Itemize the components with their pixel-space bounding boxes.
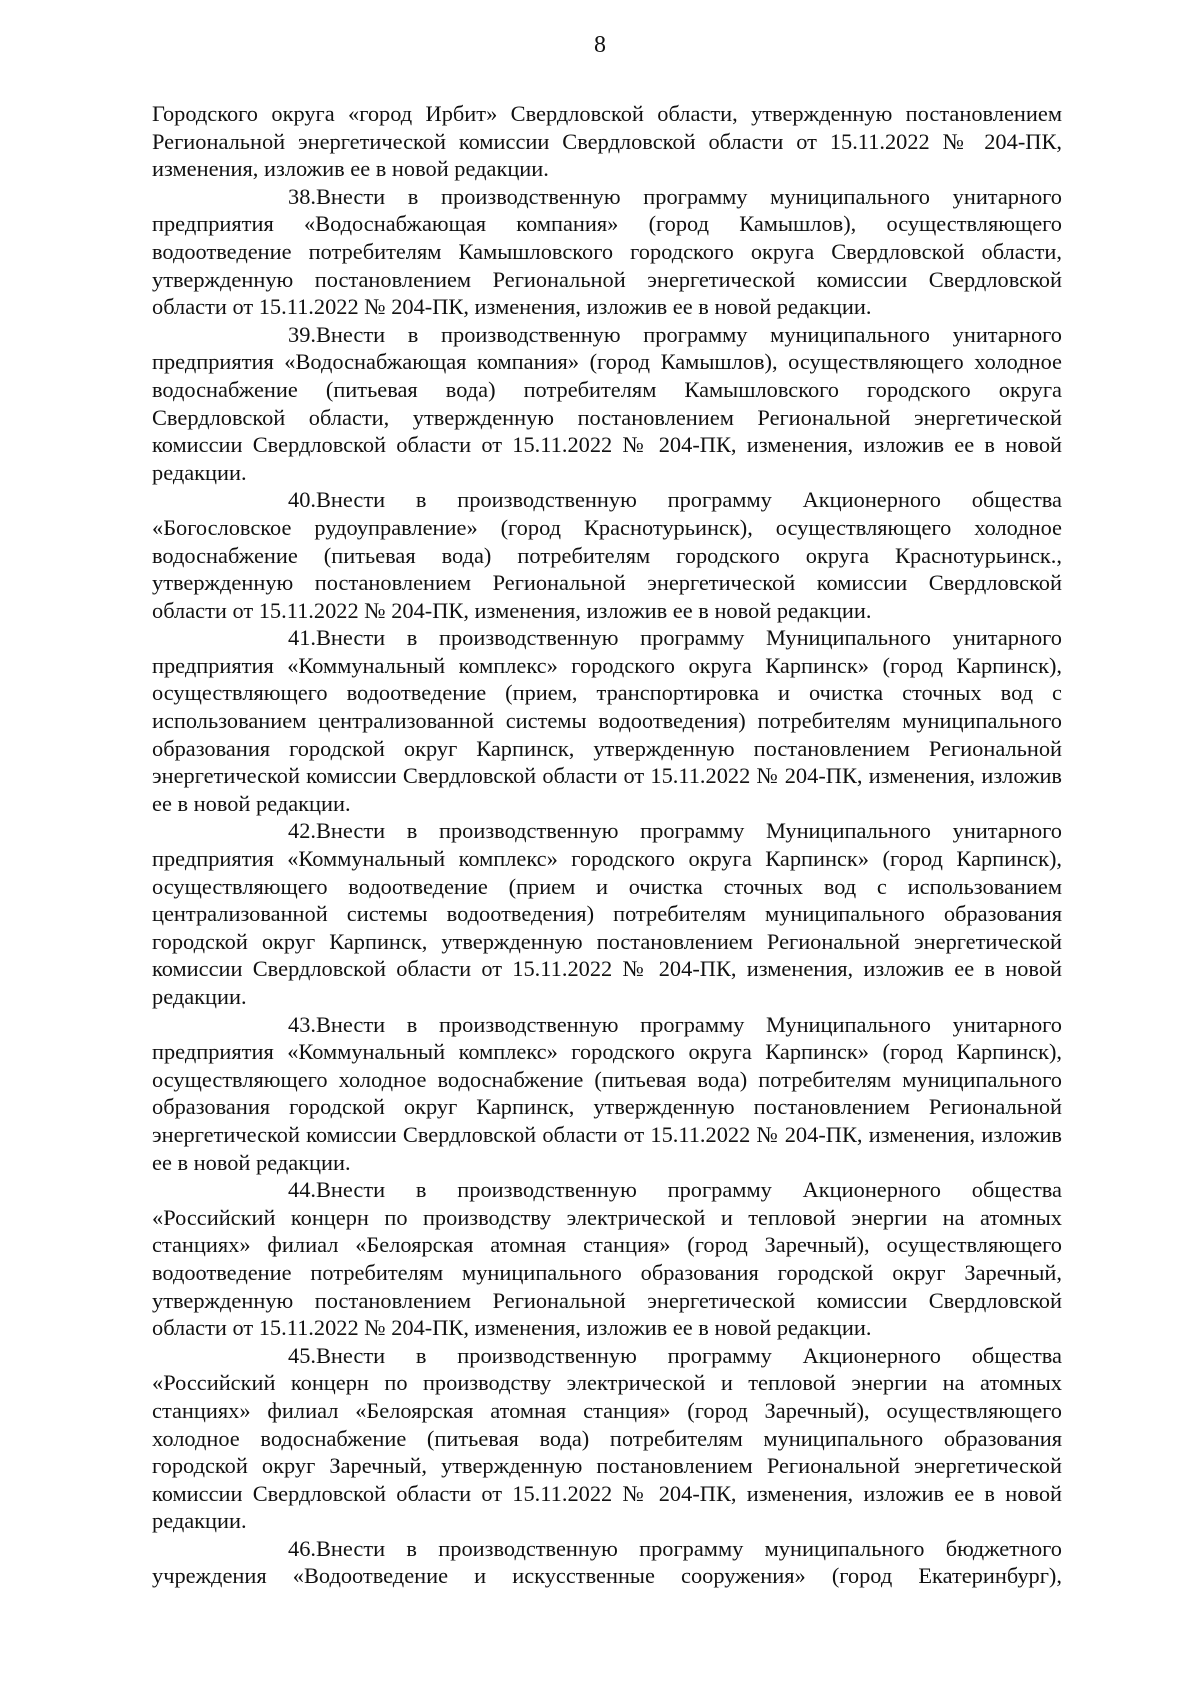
paragraph-text: Внести в производственную программу муниципального унитарного предприятия «Водоснабжающая компания» (город Камышлов), осуществляющего холодное водоснабжение (питьевая вода) потребителям Камышловского городского округа Свердловской области, утвержденную постановлением Региональной энергетической комиссии Свердловской области от 15.11.2022 № 204-ПК, изменения, изложив ее в новой редакции. <box>152 321 1062 485</box>
paragraph-number: 42. <box>288 818 316 844</box>
paragraph-number: 39. <box>288 321 316 347</box>
paragraph-45 <box>152 1342 1062 1535</box>
paragraph-number: 46. <box>288 1535 316 1561</box>
paragraph-38 <box>152 183 1062 321</box>
paragraph-number: 40. <box>288 487 316 513</box>
paragraph-text: Внести в производственную программу Муниципального унитарного предприятия «Коммунальный комплекс» городского округа Карпинск» (город Карпинск), осуществляющего водоотведение (прием и очистка сточных вод с использованием централизованной системы водоотведения) потребителям муниципального образования городской округ Карпинск, утвержденную постановлением Региональной энергетической комиссии Свердловской области от 15.11.2022 № 204-ПК, изменения, изложив ее в новой редакции. <box>152 818 1062 1009</box>
paragraph-text: Внести в производственную программу Акционерного общества «Российский концерн по производству электрической и тепловой энергии на атомных станциях» филиал «Белоярская атомная станция» (город Заречный), осуществляющего водоотведение потребителям муниципального образования городской округ Заречный, утвержденную постановлением Региональной энергетической комиссии Свердловской области от 15.11.2022 № 204-ПК, изменения, изложив ее в новой редакции. <box>152 1177 1062 1341</box>
page-number: 8 <box>594 32 606 58</box>
paragraph-text: Внести в производственную программу Муниципального унитарного предприятия «Коммунальный комплекс» городского округа Карпинск» (город Карпинск), осуществляющего холодное водоснабжение (питьевая вода) потребителям муниципального образования городской округ Карпинск, утвержденную постановлением Региональной энергетической комиссии Свердловской области от 15.11.2022 № 204-ПК, изменения, изложив ее в новой редакции. <box>152 1011 1062 1175</box>
paragraph-text: Внести в производственную программу муниципального унитарного предприятия «Водоснабжающая компания» (город Камышлов), осуществляющего водоотведение потребителям Камышловского городского округа Свердловской области, утвержденную постановлением Региональной энергетической комиссии Свердловской области от 15.11.2022 № 204-ПК, изменения, изложив ее в новой редакции. <box>152 183 1062 320</box>
document-body <box>152 100 1062 1590</box>
paragraph-number: 45. <box>288 1342 316 1368</box>
paragraph-44 <box>152 1176 1062 1342</box>
paragraph-40 <box>152 486 1062 624</box>
intro-continuation: Городского округа «город Ирбит» Свердловской области, утвержденную постановлением Региональной энергетической комиссии Свердловской области от 15.11.2022 № 204-ПК, изменения, изложив ее в новой редакции. <box>152 101 1062 182</box>
paragraph-number: 38. <box>288 183 316 209</box>
paragraph-text: Внести в производственную программу Акционерного общества «Российский концерн по производству электрической и тепловой энергии на атомных станциях» филиал «Белоярская атомная станция» (город Заречный), осуществляющего холодное водоснабжение (питьевая вода) потребителям муниципального образования городской округ Заречный, утвержденную постановлением Региональной энергетической комиссии Свердловской области от 15.11.2022 № 204-ПК, изменения, изложив ее в новой редакции. <box>152 1342 1062 1534</box>
paragraph-39 <box>152 321 1062 487</box>
paragraph-46 <box>152 1535 1062 1590</box>
paragraph-number: 44. <box>288 1177 316 1203</box>
paragraph-text: Внести в производственную программу Муниципального унитарного предприятия «Коммунальный комплекс» городского округа Карпинск» (город Карпинск), осуществляющего водоотведение (прием, транспортировка и очистка сточных вод с использованием централизованной системы водоотведения) потребителям муниципального образования городской округ Карпинск, утвержденную постановлением Региональной энергетической комиссии Свердловской области от 15.11.2022 № 204-ПК, изменения, изложив ее в новой редакции. <box>152 625 1062 816</box>
paragraph-text: Внести в производственную программу Акционерного общества «Богословское рудоуправление» (город Краснотурьинск), осуществляющего холодное водоснабжение (питьевая вода) потребителям городского округа Краснотурьинск., утвержденную постановлением Региональной энергетической комиссии Свердловской области от 15.11.2022 № 204-ПК, изменения, изложив ее в новой редакции. <box>152 487 1062 623</box>
paragraph-42 <box>152 817 1062 1010</box>
paragraph-number: 41. <box>288 625 316 651</box>
paragraph-text: Внести в производственную программу муниципального бюджетного учреждения «Водоотведение и искусственные сооружения» (город Екатеринбург), <box>152 1535 1062 1589</box>
paragraph-number: 43. <box>288 1011 316 1037</box>
paragraph-43 <box>152 1011 1062 1177</box>
paragraph-41 <box>152 624 1062 817</box>
